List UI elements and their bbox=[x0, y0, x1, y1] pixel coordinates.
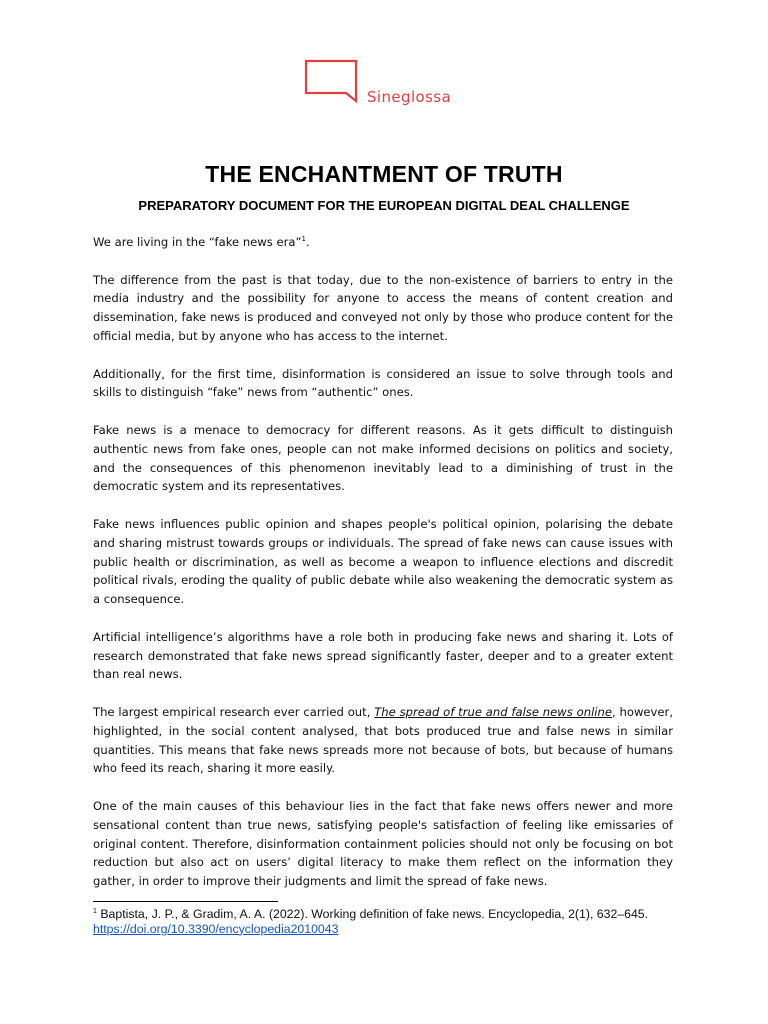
paragraph-5: Fake news influences public opinion and shapes people's political opinion, polarising the debate and sharing mistrust towards groups or individuals. The spread of fake news can cause issues with public health or discrimination, as well as become a weapon to influence elections and discredit political rivals, eroding the quality of public debate while also weakening the democratic system as a consequence. bbox=[93, 516, 673, 607]
paragraph-8: One of the main causes of this behaviour lies in the fact that fake news offers newer and more sensational content than true news, satisfying people's satisfaction of feeling like emissaries of original content. Therefore, disinformation containment policies should not only be focusing on bot reduction but also act on users’ digital literacy to make them reflect on the information they gather, in order to improve their judgments and limit the spread of fake news. bbox=[93, 798, 673, 889]
document-title: THE ENCHANTMENT OF TRUTH bbox=[205, 161, 563, 187]
footnote-divider bbox=[93, 901, 278, 902]
paragraph-6: Artificial intelligence’s algorithms have a role both in producing fake news and sharing it. Lots of research demonstrated that fake news spread significantly faster, deeper and to a greater extent than real news. bbox=[93, 629, 673, 682]
paragraph-2: The difference from the past is that today, due to the non-existence of barriers to entry in the media industry and the possibility for anyone to access the means of content creation and dissemination, fake news is produced and conveyed not only by those who produce content for the official media, but by anyone who has access to the internet. bbox=[93, 272, 673, 343]
footnote-text: Baptista, J. P., & Gradim, A. A. (2022). Working definition of fake news. Encyclopedia, 2(1), 632–645. bbox=[96, 907, 649, 921]
footnote-marker: 1 bbox=[93, 907, 97, 915]
research-link[interactable]: The spread of true and false news online bbox=[374, 704, 612, 719]
document-body bbox=[93, 233, 673, 891]
paragraph-1: We are living in the “fake news era”$^1$. bbox=[93, 235, 310, 249]
footnote bbox=[93, 907, 673, 936]
paragraph-7: The largest empirical research ever carried out, The spread of true and false news online, however, highlighted, in the social content analysed, that bots produced true and false news in similar quantities. This means that fake news spreads more not because of bots, but because of humans who feed its reach, sharing it more easily. bbox=[93, 704, 674, 776]
paragraph-3: Additionally, for the first time, disinformation is considered an issue to solve through tools and skills to distinguish “fake” news from “authentic” ones. bbox=[93, 366, 673, 400]
sineglossa-logo bbox=[304, 58, 464, 108]
footnote-ref[interactable]: 1 bbox=[301, 235, 306, 244]
document-subtitle: PREPARATORY DOCUMENT FOR THE EUROPEAN DIGITAL DEAL CHALLENGE bbox=[138, 198, 630, 213]
logo-wordmark: Sineglossa bbox=[367, 88, 452, 106]
paragraph-4: Fake news is a menace to democracy for different reasons. As it gets difficult to distinguish authentic news from fake ones, people can not make informed decisions on politics and society, and the consequences of this phenomenon inevitably lead to a diminishing of trust in the democratic system and its representatives. bbox=[93, 422, 673, 494]
footnote-doi-link[interactable]: https://doi.org/10.3390/encyclopedia2010043 bbox=[93, 921, 339, 936]
logo-flag-icon bbox=[304, 58, 360, 104]
